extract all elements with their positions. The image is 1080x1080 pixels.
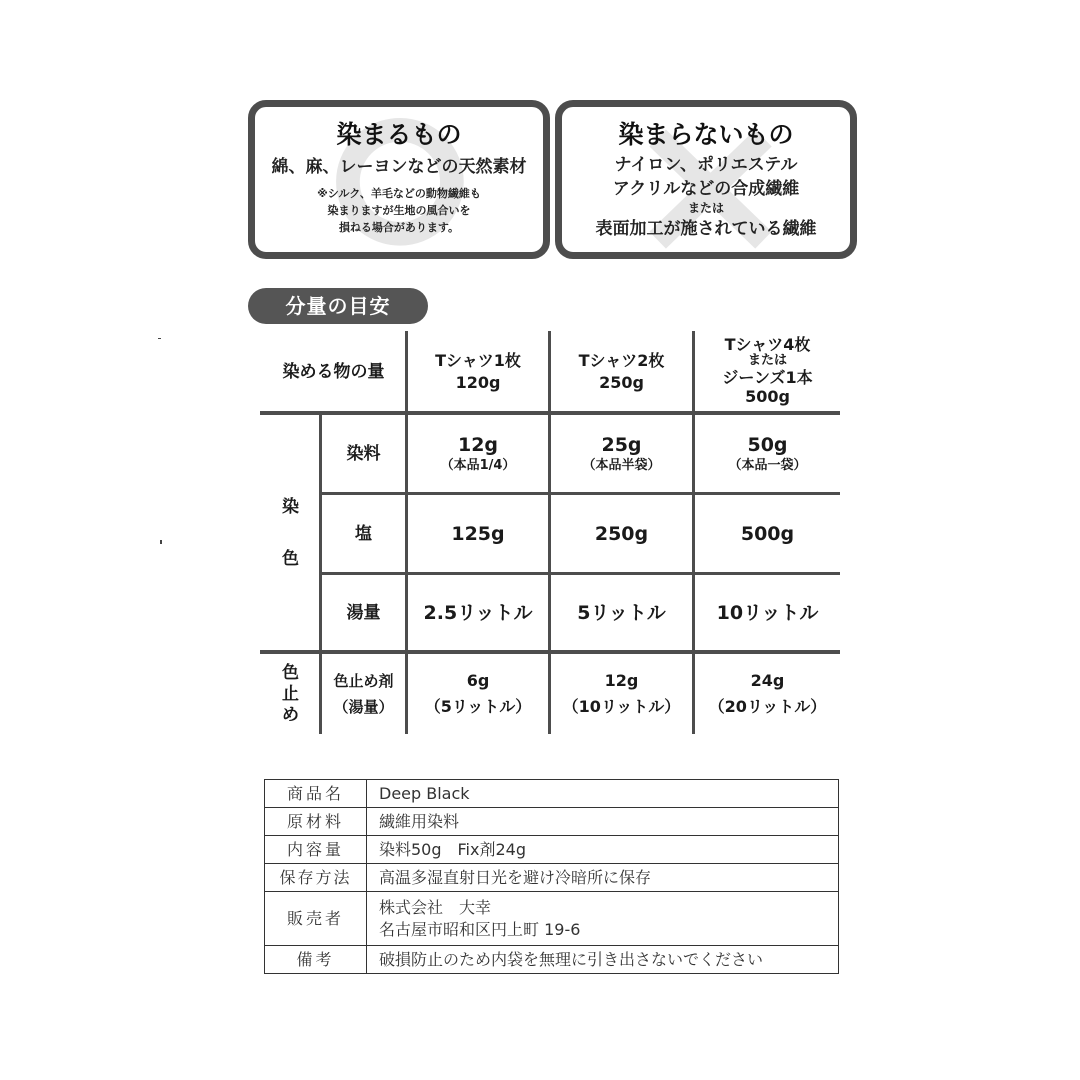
spec-key: 内容量 bbox=[265, 836, 367, 864]
seller-address: 名古屋市昭和区円上町 19-6 bbox=[379, 919, 581, 939]
dyeable-box bbox=[248, 100, 550, 259]
not-dyeable-title: 染まらないもの bbox=[618, 120, 794, 149]
stray-mark bbox=[160, 540, 162, 544]
dyeable-note-1: ※シルク、羊毛などの動物繊維も bbox=[317, 187, 481, 200]
spec-value: 繊維用染料 bbox=[367, 808, 839, 836]
spec-key: 商品名 bbox=[265, 780, 367, 808]
spec-value: 破損防止のため内袋を無理に引き出さないでください bbox=[367, 946, 839, 974]
spec-value: Deep Black bbox=[367, 780, 839, 808]
row-label-fix: 色止め剤 （湯量） bbox=[333, 672, 394, 716]
seller-name: 株式会社 大幸 bbox=[379, 897, 492, 917]
group-label-fix: 色 止 め bbox=[282, 662, 299, 725]
table-row bbox=[265, 892, 839, 946]
fix-value-1: 6g （5リットル） bbox=[424, 671, 532, 716]
spec-key: 原材料 bbox=[265, 808, 367, 836]
table-row bbox=[265, 836, 839, 864]
water-value-3: 10リットル bbox=[716, 601, 819, 624]
water-value-1: 2.5リットル bbox=[423, 601, 533, 624]
spec-key: 販売者 bbox=[265, 892, 367, 946]
water-value-2: 5リットル bbox=[577, 601, 666, 624]
not-dyeable-or: または bbox=[687, 201, 724, 215]
fix-value-3: 24g （20リットル） bbox=[708, 671, 827, 716]
product-spec-table bbox=[264, 779, 839, 974]
not-dyeable-line-2: アクリルなどの合成繊維 bbox=[612, 179, 800, 199]
not-dyeable-line-3: 表面加工が施されている繊維 bbox=[595, 219, 817, 239]
dye-value-2: 25g （本品半袋） bbox=[582, 433, 661, 473]
column-header-1: Tシャツ1枚 120g bbox=[435, 351, 521, 392]
column-header-2: Tシャツ2枚 250g bbox=[578, 351, 665, 392]
table-row bbox=[265, 780, 839, 808]
dyeable-materials: 綿、麻、レーヨンなどの天然素材 bbox=[271, 157, 527, 177]
spec-key: 備考 bbox=[265, 946, 367, 974]
stray-mark bbox=[158, 338, 161, 339]
dye-value-3: 50g （本品一袋） bbox=[728, 433, 807, 473]
table-row bbox=[265, 946, 839, 974]
dyeable-title: 染まるもの bbox=[336, 120, 462, 149]
group-label-dye: 染 色 bbox=[282, 496, 299, 569]
row-label-water: 湯量 bbox=[346, 602, 381, 623]
spec-value: 高温多湿直射日光を避け冷暗所に保存 bbox=[367, 864, 839, 892]
salt-value-2: 250g bbox=[594, 522, 649, 545]
table-row bbox=[265, 808, 839, 836]
fix-value-2: 12g （10リットル） bbox=[562, 671, 681, 716]
section-title: 分量の目安 bbox=[248, 288, 428, 324]
table-row bbox=[265, 864, 839, 892]
column-header-3: Tシャツ4枚 または ジーンズ1本 500g bbox=[722, 334, 813, 406]
not-dyeable-box bbox=[555, 100, 857, 259]
dyeable-note-2: 染まりますが生地の風合いを bbox=[327, 204, 471, 217]
dye-value-1: 12g （本品1/4） bbox=[440, 433, 516, 473]
spec-value bbox=[367, 892, 839, 946]
not-dyeable-line-1: ナイロン、ポリエステル bbox=[614, 155, 798, 175]
salt-value-1: 125g bbox=[451, 522, 505, 545]
spec-value: 染料50g Fix剤24g bbox=[367, 836, 839, 864]
header-amount-label: 染める物の量 bbox=[282, 362, 385, 382]
row-label-dye: 染料 bbox=[346, 443, 381, 464]
spec-key: 保存方法 bbox=[265, 864, 367, 892]
salt-value-3: 500g bbox=[740, 522, 795, 545]
dyeable-note-3: 損ねる場合があります。 bbox=[338, 221, 460, 234]
row-label-salt: 塩 bbox=[355, 523, 372, 544]
